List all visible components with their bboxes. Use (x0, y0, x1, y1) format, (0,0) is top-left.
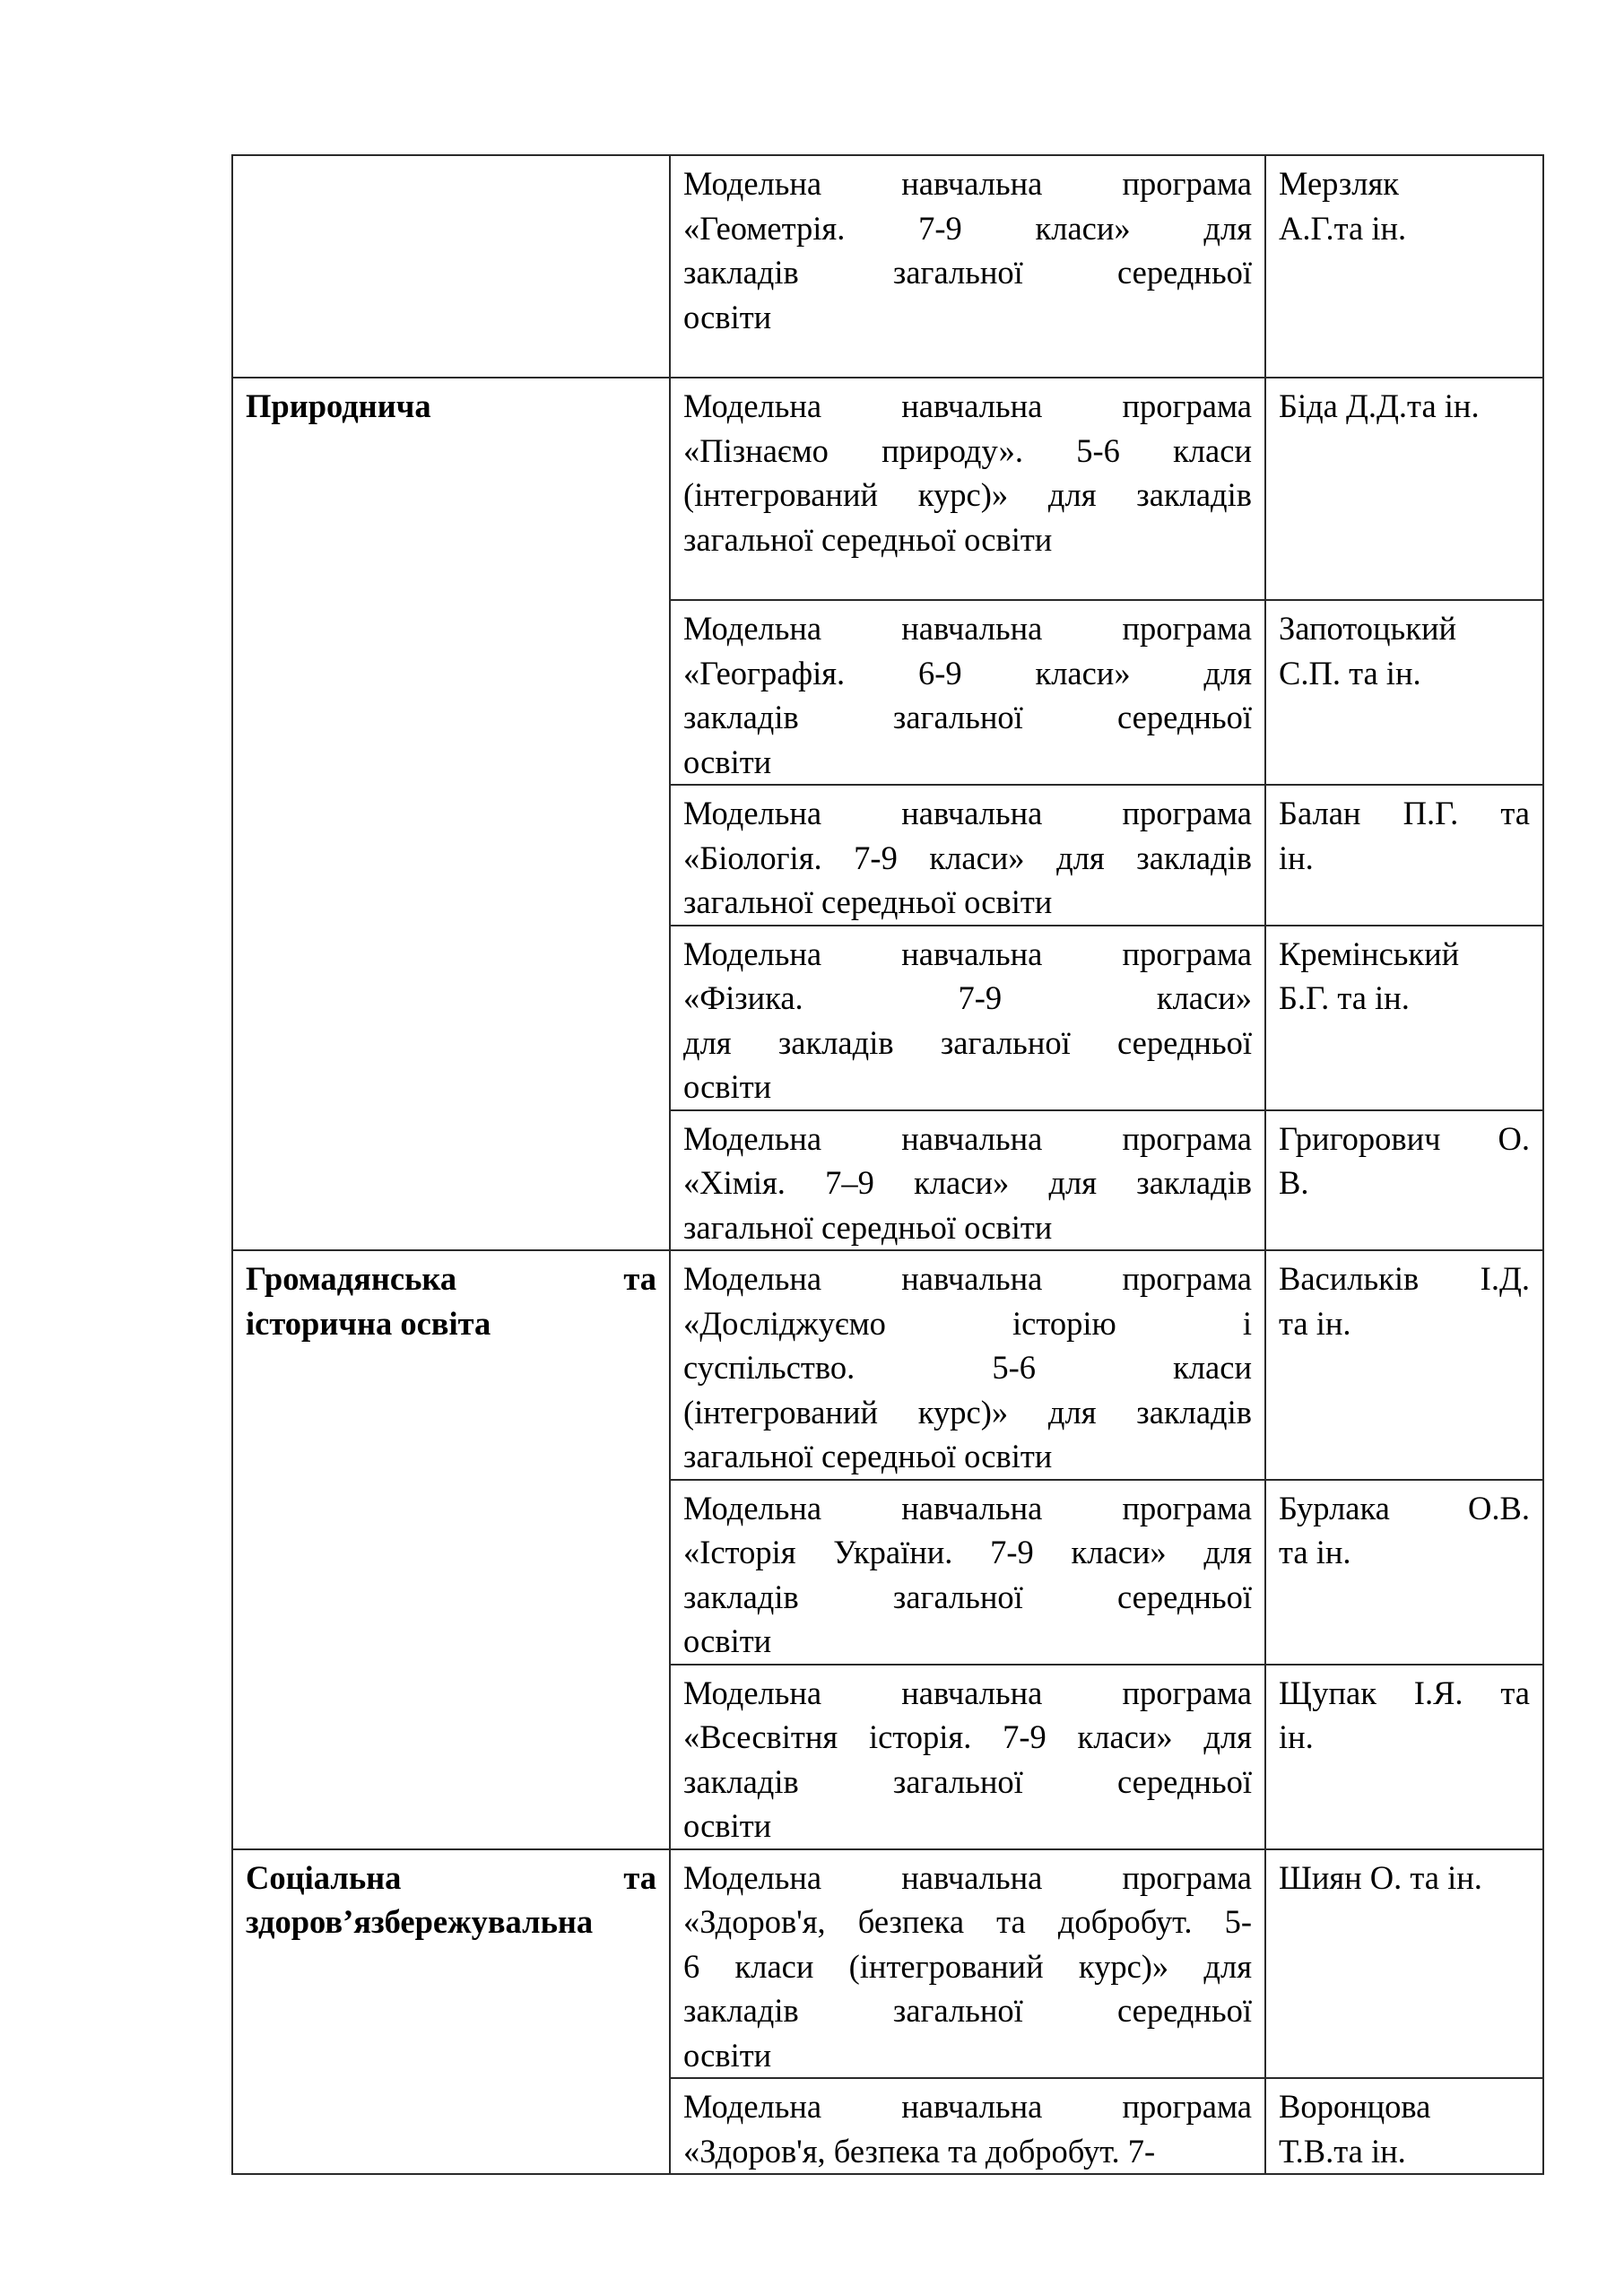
cell-line: А.Г.та ін. (1279, 209, 1407, 247)
cell-line: «Фізика. 7-9 класи» (683, 979, 1252, 1016)
area-cell (232, 378, 670, 1250)
author-cell (1265, 1110, 1543, 1251)
cell-line: для закладів загальної середньої (683, 1023, 1252, 1061)
cell-line: В. (1279, 1164, 1309, 1201)
cell-line: «Досліджуємо історію і (683, 1304, 1252, 1342)
cell-line: Васильків І.Д. (1279, 1260, 1530, 1297)
cell-line: (інтегрований курс)» для закладів (683, 476, 1252, 513)
cell-line: «Пізнаємо природу». 5-6 класи (683, 431, 1252, 469)
cell-line: С.П. та ін. (1279, 654, 1421, 691)
cell-line: Запотоцький (1279, 610, 1457, 647)
cell-line: Модельна навчальна програма (683, 1260, 1252, 1297)
cell-line: «Здоров'я, безпека та добробут. 5- (683, 1903, 1252, 1940)
cell-line: Модельна навчальна програма (683, 2088, 1252, 2125)
author-cell (1265, 1480, 1543, 1665)
cell-line: «Геометрія. 7-9 класи» для (683, 209, 1252, 247)
cell-line: Балан П.Г. та (1279, 795, 1530, 831)
cell-line: та ін. (1279, 1304, 1351, 1342)
cell-line: Модельна навчальна програма (683, 1858, 1252, 1896)
program-cell (670, 1480, 1265, 1665)
programs-table (231, 154, 1544, 2175)
cell-line: освіти (683, 2036, 772, 2074)
cell-line: Біда Д.Д.та ін. (1279, 387, 1480, 424)
author-cell (1265, 378, 1543, 600)
area-cell (232, 155, 670, 378)
program-cell (670, 926, 1265, 1110)
programs-table-body (232, 155, 1543, 2174)
cell-line: Воронцова (1279, 2088, 1431, 2125)
cell-line: Модельна навчальна програма (683, 1489, 1252, 1526)
cell-line: Т.В.та ін. (1279, 2132, 1406, 2170)
cell-line: «Історія України. 7-9 класи» для (683, 1534, 1252, 1570)
cell-line: ін. (1279, 839, 1314, 876)
cell-line: загальної середньої освіти (683, 1208, 1053, 1246)
cell-line: освіти (683, 298, 772, 335)
cell-line: загальної середньої освіти (683, 1438, 1053, 1474)
cell-line: «Біологія. 7-9 класи» для закладів (683, 839, 1252, 876)
program-cell (670, 1849, 1265, 2079)
table-row (232, 1849, 1543, 2079)
cell-line: закладів загальної середньої (683, 254, 1252, 291)
cell-line: суспільство. 5-6 класи (683, 1349, 1252, 1386)
author-cell (1265, 600, 1543, 785)
cell-line: закладів загальної середньої (683, 1578, 1252, 1615)
area-line: Соціальна та (246, 1858, 656, 1896)
cell-line: освіти (683, 1807, 772, 1844)
cell-line: Модельна навчальна програма (683, 795, 1252, 831)
cell-line: Модельна навчальна програма (683, 1674, 1252, 1711)
cell-line: «Здоров'я, безпека та добробут. 7- (683, 2132, 1156, 2170)
table-row (232, 378, 1543, 600)
cell-line: ін. (1279, 1718, 1314, 1755)
cell-line: освіти (683, 1068, 772, 1105)
author-cell (1265, 926, 1543, 1110)
cell-line: Б.Г. та ін. (1279, 979, 1410, 1016)
author-cell (1265, 155, 1543, 378)
program-cell (670, 600, 1265, 785)
area-cell (232, 1849, 670, 2175)
program-cell (670, 155, 1265, 378)
cell-line: Мерзляк (1279, 165, 1400, 202)
author-cell (1265, 1250, 1543, 1480)
cell-line: Щупак І.Я. та (1279, 1674, 1530, 1711)
author-cell (1265, 1849, 1543, 2079)
table-row (232, 155, 1543, 378)
area-line: історична освіта (246, 1304, 491, 1342)
cell-line: Григорович О. (1279, 1119, 1530, 1157)
author-cell (1265, 1665, 1543, 1849)
cell-line: закладів загальної середньої (683, 1992, 1252, 2029)
area-cell (232, 1250, 670, 1849)
area-line: Природнича (246, 387, 431, 424)
cell-line: освіти (683, 1622, 772, 1659)
author-cell (1265, 785, 1543, 926)
cell-line: 6 класи (інтегрований курс)» для (683, 1947, 1252, 1985)
cell-line: «Хімія. 7–9 класи» для закладів (683, 1164, 1252, 1201)
author-cell (1265, 2078, 1543, 2174)
area-line: Громадянська та (246, 1260, 656, 1297)
cell-line: Кремінський (1279, 935, 1460, 972)
program-cell (670, 378, 1265, 600)
cell-line: «Географія. 6-9 класи» для (683, 654, 1252, 691)
area-line: здоров’язбережувальна (246, 1903, 594, 1940)
cell-line: Шиян О. та ін. (1279, 1858, 1482, 1896)
cell-line: «Всесвітня історія. 7-9 класи» для (683, 1718, 1252, 1755)
cell-line: Бурлака О.В. (1279, 1489, 1530, 1526)
cell-line: загальної середньої освіти (683, 520, 1053, 558)
cell-line: Модельна навчальна програма (683, 610, 1252, 647)
cell-line: (інтегрований курс)» для закладів (683, 1393, 1252, 1431)
cell-line: Модельна навчальна програма (683, 165, 1252, 202)
cell-line: загальної середньої освіти (683, 883, 1053, 920)
table-row (232, 1250, 1543, 1480)
program-cell (670, 1110, 1265, 1251)
cell-line: Модельна навчальна програма (683, 935, 1252, 972)
program-cell (670, 785, 1265, 926)
cell-line: Модельна навчальна програма (683, 1119, 1252, 1157)
cell-line: освіти (683, 743, 772, 780)
cell-line: закладів загальної середньої (683, 699, 1252, 735)
program-cell (670, 2078, 1265, 2174)
program-cell (670, 1250, 1265, 1480)
program-cell (670, 1665, 1265, 1849)
cell-line: Модельна навчальна програма (683, 387, 1252, 424)
cell-line: та ін. (1279, 1534, 1351, 1570)
cell-line: закладів загальної середньої (683, 1762, 1252, 1800)
